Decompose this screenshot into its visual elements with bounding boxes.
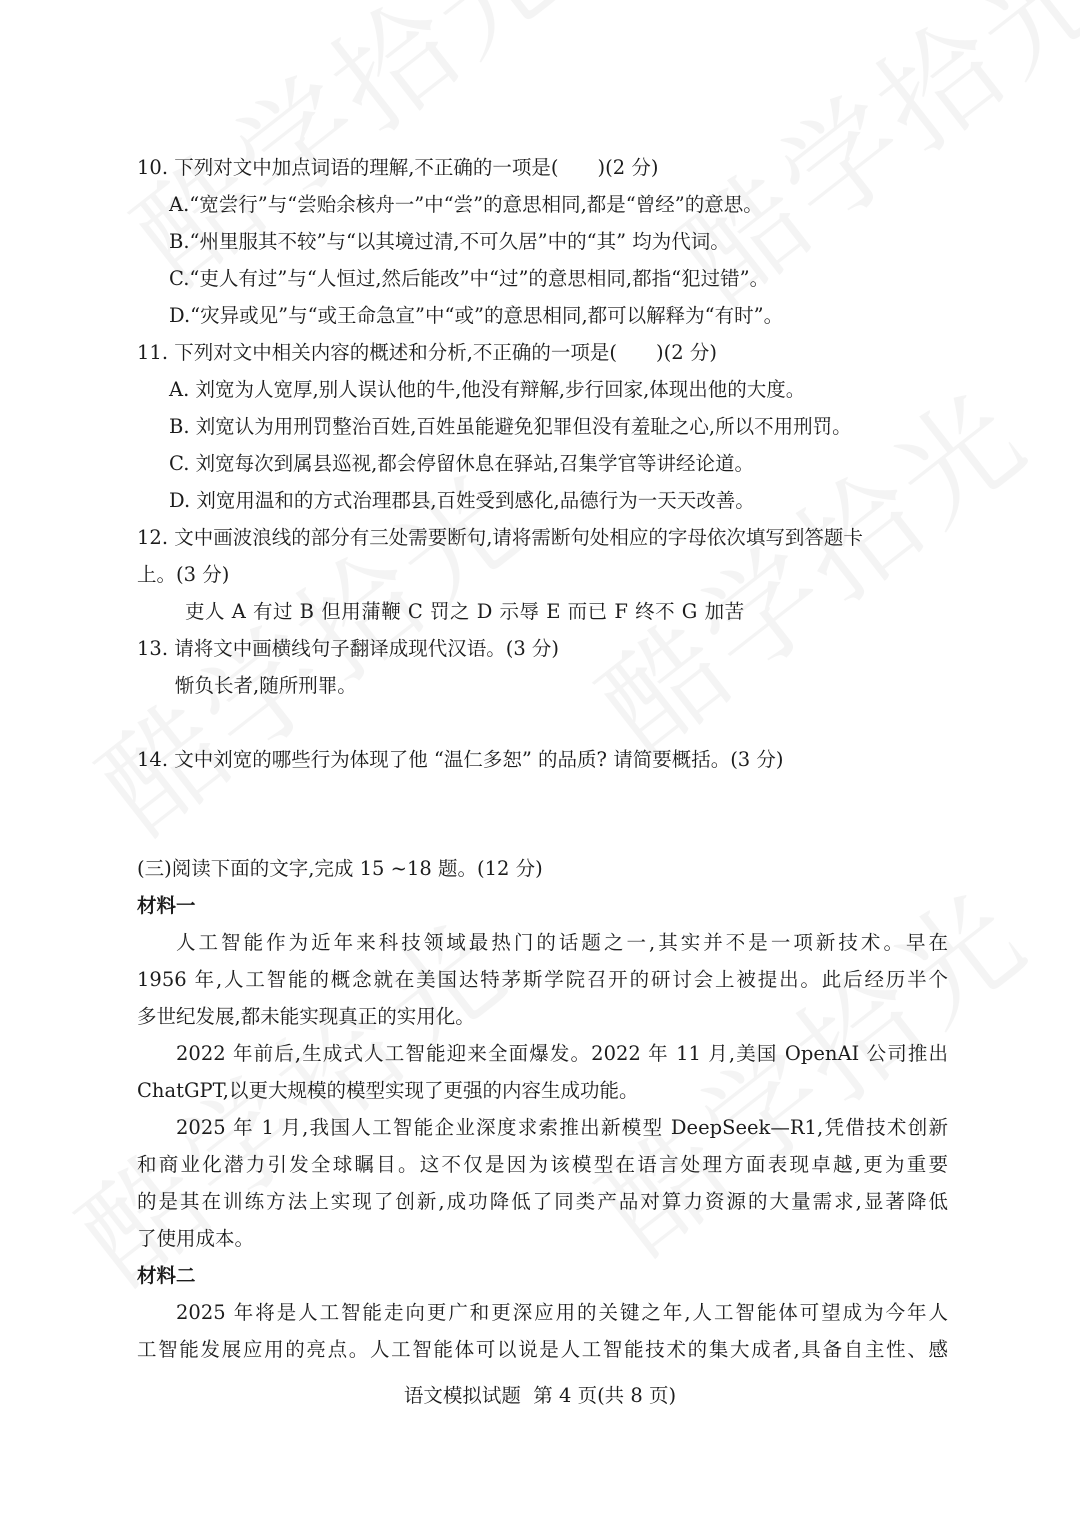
- question-11-option-c: C. 刘宽每次到属县巡视,都会停留休息在驿站,召集学官等讲经论道。: [169, 452, 755, 475]
- question-13-stem: 13. 请将文中画横线句子翻译成现代汉语。(3 分): [137, 637, 560, 660]
- material-2-paragraph: 工智能发展应用的亮点。人工智能体可以说是人工智能技术的集大成者,具备自主性、感: [137, 1338, 948, 1361]
- question-11-option-a: A. 刘宽为人宽厚,别人误认他的牛,他没有辩解,步行回家,体现出他的大度。: [169, 378, 806, 401]
- question-12-stem-line2: 上。(3 分): [137, 563, 230, 586]
- material-1-paragraph: 2025 年 1 月,我国人工智能企业深度求索推出新模型 DeepSeek—R1,凭借技术创新: [176, 1116, 948, 1139]
- question-10-option-d: D.“灾异或见”与“或王命急宣”中“或”的意思相同,都可以解释为“有时”。: [169, 304, 784, 327]
- material-1-paragraph: 2022 年前后,生成式人工智能迎来全面爆发。2022 年 11 月,美国 OpenAI 公司推出: [176, 1042, 948, 1065]
- material-1-paragraph: 了使用成本。: [137, 1227, 255, 1250]
- watermark: [560, 345, 1056, 784]
- material-1-title: 材料一: [137, 894, 196, 917]
- material-1-paragraph: 人工智能作为近年来科技领域最热门的话题之一,其实并不是一项新技术。早在: [176, 931, 948, 954]
- question-12-stem-line1: 12. 文中画波浪线的部分有三处需要断句,请将需断句处相应的字母依次填写到答题卡: [137, 526, 863, 549]
- material-2-paragraph: 2025 年将是人工智能走向更广和更深应用的关键之年,人工智能体可望成为今年人: [176, 1301, 948, 1324]
- material-1-paragraph: 的是其在训练方法上实现了创新,成功降低了同类产品对算力资源的大量需求,显著降低: [137, 1190, 948, 1213]
- question-10-stem: 10. 下列对文中加点词语的理解,不正确的一项是( )(2 分): [137, 156, 659, 179]
- material-1-paragraph: 和商业化潜力引发全球瞩目。这不仅是因为该模型在语言处理方面表现卓越,更为重要: [137, 1153, 948, 1176]
- material-2-title: 材料二: [137, 1264, 196, 1287]
- question-10-option-b: B.“州里服其不较”与“以其境过清,不可久居”中的“其” 均为代词。: [169, 230, 730, 253]
- question-12-text: 吏人 A 有过 B 但用蒲鞭 C 罚之 D 示辱 E 而已 F 终不 G 加苦: [185, 600, 745, 623]
- question-10-option-a: A.“宽尝行”与“尝贻余核舟一”中“尝”的意思相同,都是“曾经”的意思。: [169, 193, 763, 216]
- question-11-stem: 11. 下列对文中相关内容的概述和分析,不正确的一项是( )(2 分): [137, 341, 717, 364]
- section-heading: (三)阅读下面的文字,完成 15 ~18 题。(12 分): [137, 857, 543, 880]
- material-1-paragraph: ChatGPT,以更大规模的模型实现了更强的内容生成功能。: [137, 1079, 639, 1102]
- material-1-paragraph: 多世纪发展,都未能实现真正的实用化。: [137, 1005, 475, 1028]
- question-14-stem: 14. 文中刘宽的哪些行为体现了他 “温仁多恕” 的品质? 请简要概括。(3 分): [137, 748, 784, 771]
- question-13-text: 惭负长者,随所刑罪。: [175, 674, 357, 697]
- question-11-option-d: D. 刘宽用温和的方式治理郡县,百姓受到感化,品德行为一天天改善。: [169, 489, 755, 512]
- page-footer: 语文模拟试题 第 4 页(共 8 页): [403, 1384, 677, 1407]
- question-10-option-c: C.“吏人有过”与“人恒过,然后能改”中“过”的意思相同,都指“犯过错”。: [169, 267, 770, 290]
- question-11-option-b: B. 刘宽认为用刑罚整治百姓,百姓虽能避免犯罪但没有羞耻之心,所以不用刑罚。: [169, 415, 852, 438]
- material-1-paragraph: 1956 年,人工智能的概念就在美国达特茅斯学院召开的研讨会上被提出。此后经历半个: [137, 968, 948, 991]
